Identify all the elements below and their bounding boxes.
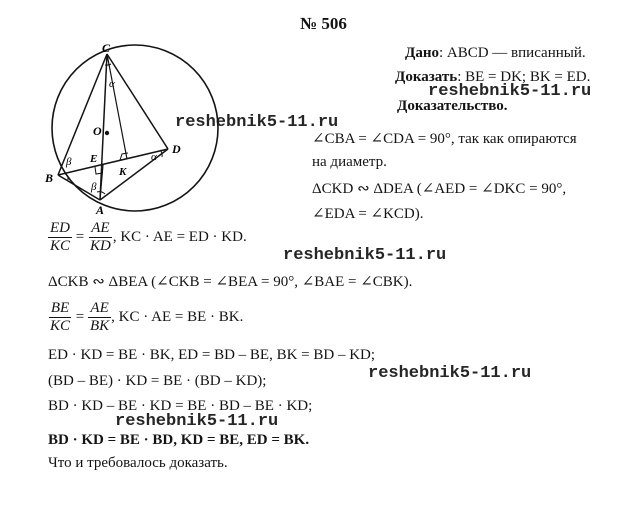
numerator: ED [50,220,70,236]
equation-tail: , KC · AE = ED · KD. [112,229,247,245]
label-d: D [172,142,181,156]
fraction-ae-kd [88,220,113,255]
watermark-bottom: reshebnik5-11.ru [115,412,279,431]
label-o: O [93,124,102,138]
numerator: AE [91,220,110,236]
angle-beta-a: β [91,181,97,193]
prove-text: : BE = DK; BK = ED. [457,69,591,85]
conclusion-line: Что и требовалось доказать. [48,455,228,471]
proof-line-9: (BD – BE) · KD = BE · (BD – KD); [48,373,267,389]
equals-sign: = [75,309,85,325]
given-statement [405,45,586,62]
label-c: C [102,41,111,55]
proof-line-4: ∠EDA = ∠KCD). [312,206,424,222]
numerator: BE [50,300,70,316]
prove-label: Доказать [395,69,458,85]
proof-line-1: ∠CBA = ∠CDA = 90°, так как опираются [312,131,577,147]
proof-line-fraction-1 [48,220,247,255]
fraction-be-kc [48,300,72,335]
equation-tail: , KC · AE = BE · BK. [111,309,244,325]
fraction-ed-kc [48,220,72,255]
proof-line-fraction-2 [48,300,243,335]
proof-line-6: ΔCKB ∾ ΔBEA (∠CKB = ∠BEA = 90°, ∠BAE = ∠CBK). [48,274,413,290]
numerator: AE [90,300,109,316]
watermark-middle: reshebnik5-11.ru [283,246,447,265]
denominator: BK [89,318,110,334]
watermark-top: reshebnik5-11.ru [428,82,592,101]
label-k: K [119,166,127,178]
equals-sign: = [75,229,85,245]
denominator: KC [50,238,71,254]
problem-number: № 506 [300,14,347,33]
watermark-figure: reshebnik5-11.ru [175,113,339,132]
proof-heading: Доказательство. [397,98,508,114]
denominator: KD [89,238,111,254]
proof-line-8: ED · KD = BE · BK, ED = BD – BE, BK = BD – KD; [48,347,376,363]
given-text: : ABCD — вписанный. [438,45,586,61]
proof-line-2: на диаметр. [312,154,387,170]
proof-line-3: ΔCKD ∾ ΔDEA (∠AED = ∠DKC = 90°, [312,181,567,197]
label-a: A [96,203,105,215]
angle-beta-b: β [66,156,72,168]
label-b: B [45,171,54,185]
denominator: KC [50,318,71,334]
proof-line-11: BD · KD = BE · BD, KD = BE, ED = BK. [48,432,310,448]
angle-alpha-d: α [151,151,157,163]
angle-alpha-c: α [109,78,115,90]
center-point [105,131,109,135]
watermark-lower: reshebnik5-11.ru [368,364,532,383]
inscribed-quadrilateral-figure [35,40,235,215]
proof-line-10: BD · KD – BE · KD = BE · BD – BE · KD; [48,398,313,414]
given-label: Дано [405,45,439,61]
label-e: E [90,153,98,165]
fraction-ae-bk [88,300,111,335]
